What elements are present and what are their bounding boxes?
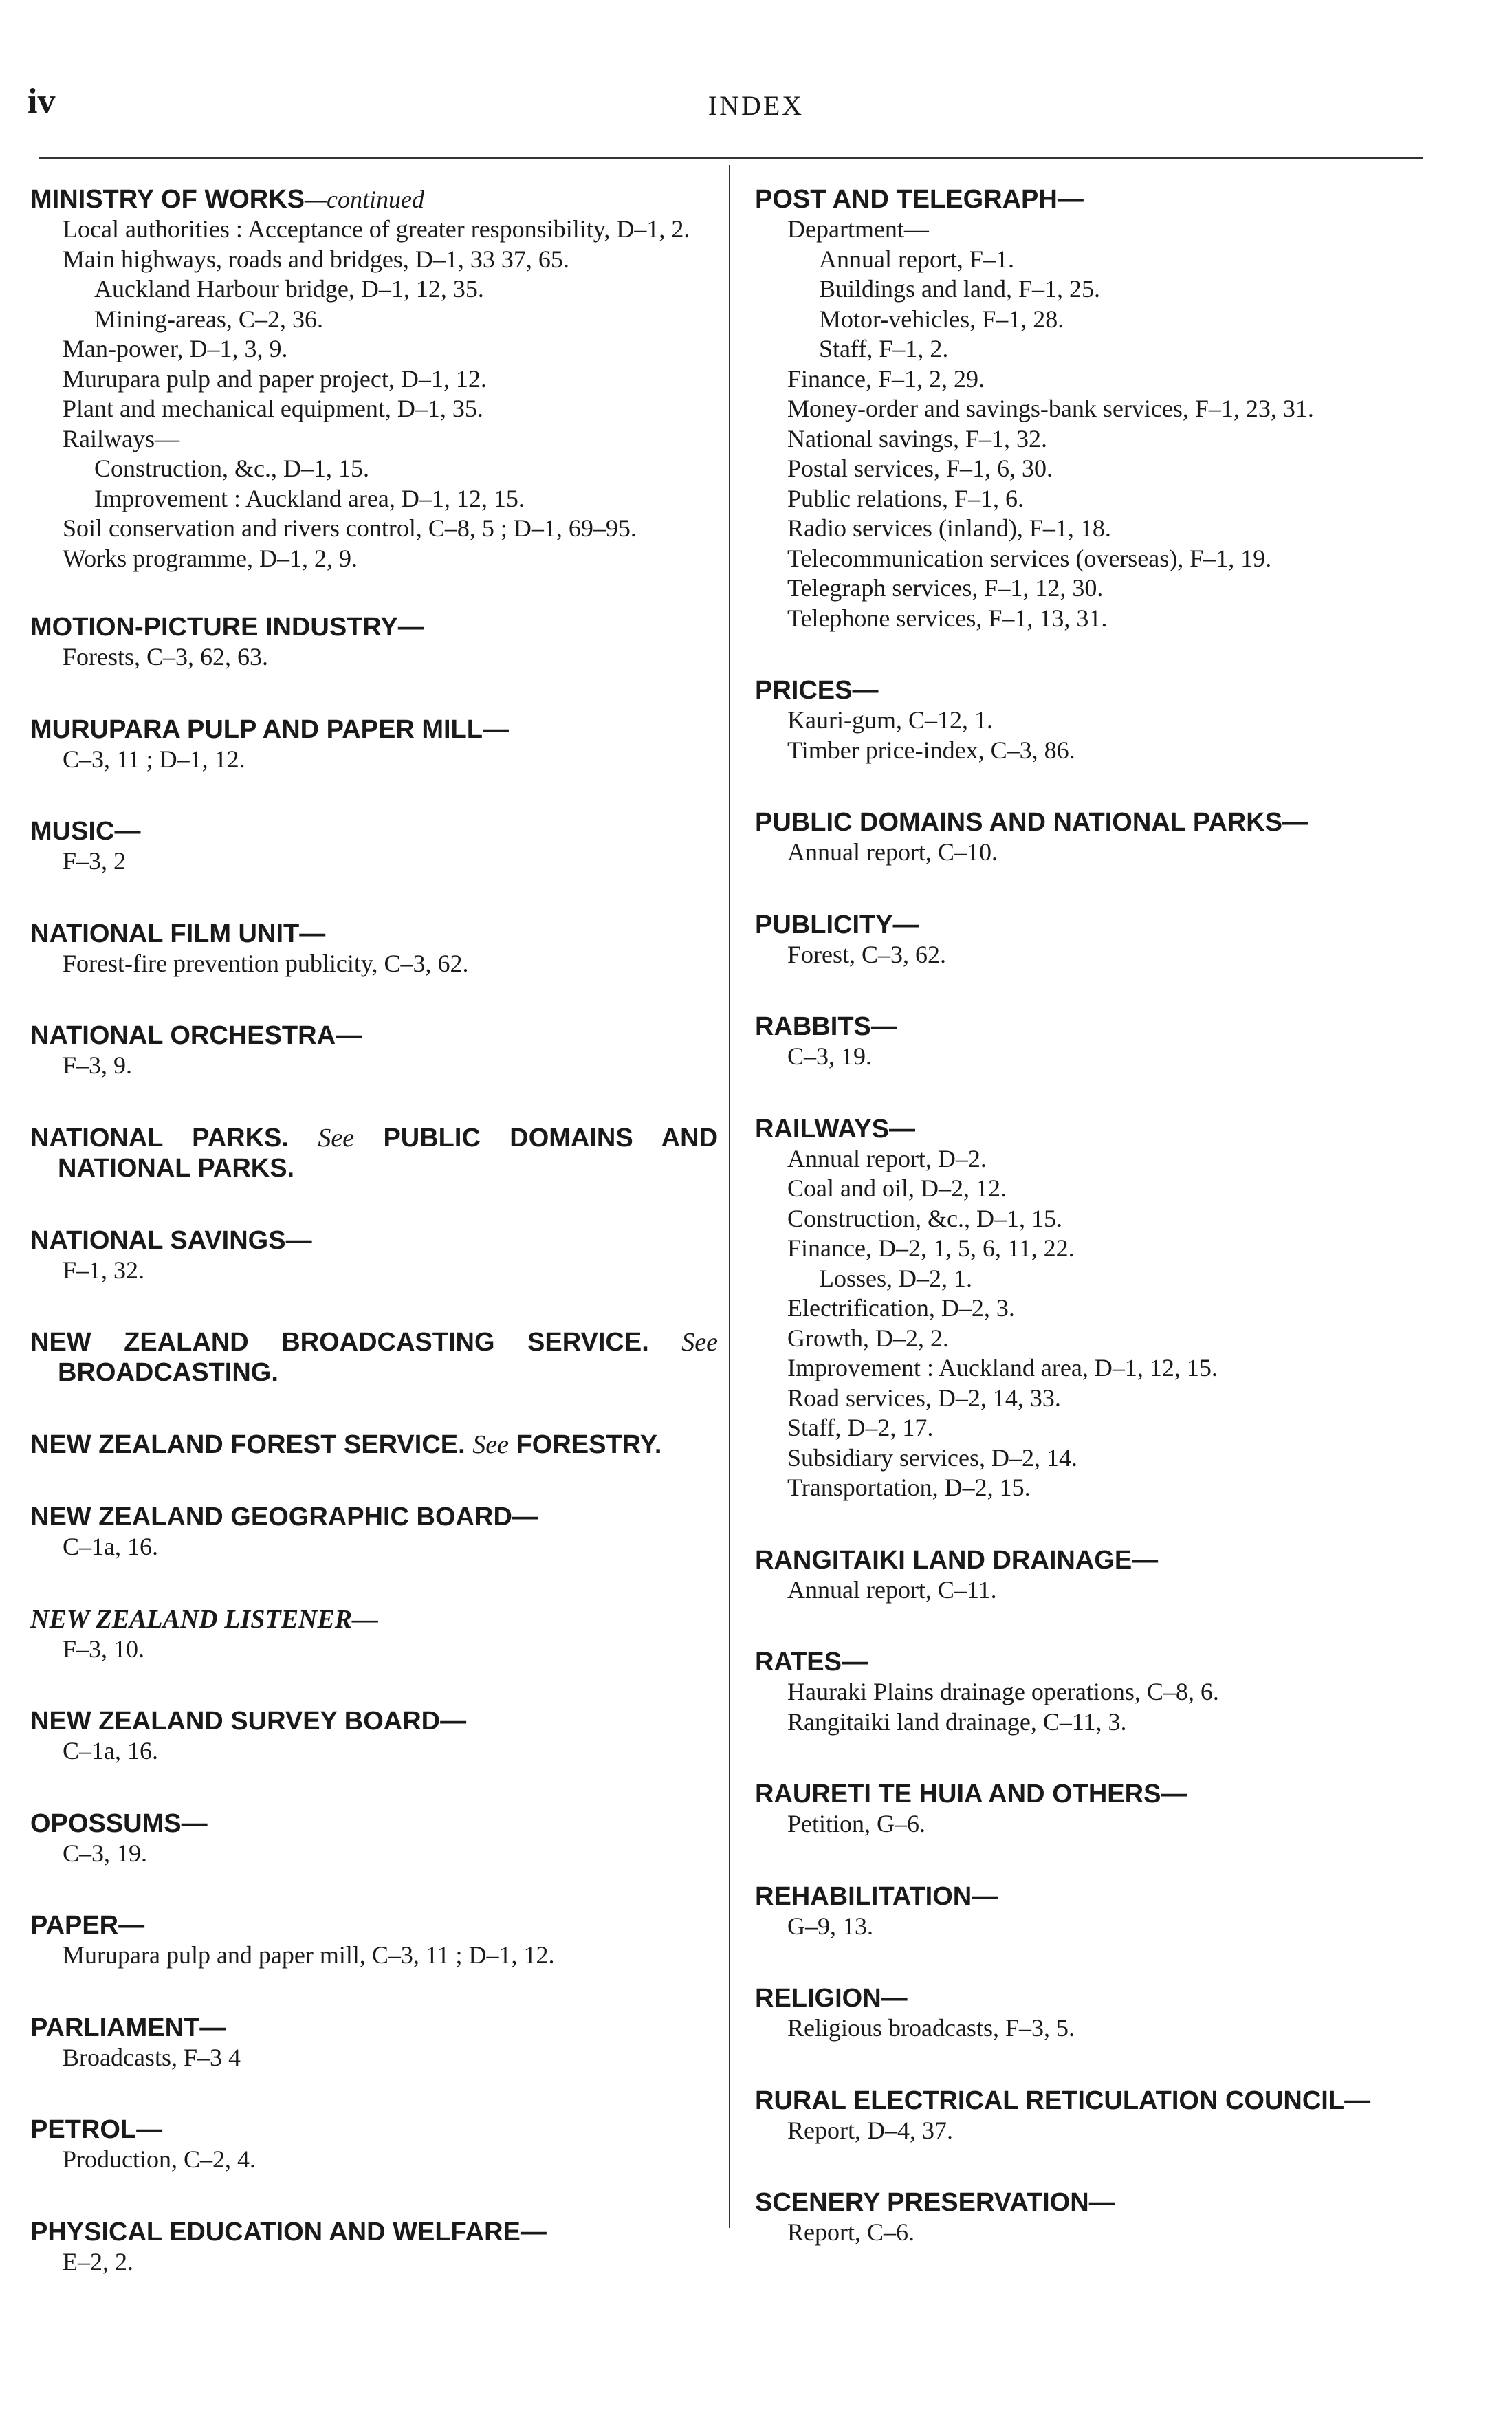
- entry-heading: RANGITAIKI LAND DRAINAGE—: [755, 1545, 1159, 1575]
- index-entry: [755, 675, 1443, 765]
- entry-line: Railways—: [63, 424, 179, 452]
- entry-line: Subsidiary services, D–2, 14.: [787, 1443, 1077, 1472]
- entry-heading: MOTION-PICTURE INDUSTRY—: [30, 613, 424, 642]
- entry-heading: NATIONAL PARKS. See PUBLIC DOMAINS AND NATIONAL PARKS.: [30, 1123, 719, 1183]
- entry-line: Forest, C–3, 62.: [787, 940, 947, 968]
- entry-line: Timber price-index, C–3, 86.: [787, 736, 1075, 764]
- entry-heading: POST AND TELEGRAPH—: [755, 185, 1084, 214]
- column-divider: [729, 165, 730, 2228]
- entry-line: Petition, G–6.: [787, 1810, 926, 1837]
- entry-line: Annual report, F–1.: [819, 245, 1014, 273]
- index-entry: [30, 184, 718, 573]
- entry-heading: PARLIAMENT—: [30, 2013, 226, 2042]
- index-entry: [755, 1545, 1443, 1606]
- header-rule: [39, 157, 1423, 159]
- entry-heading: RELIGION—: [755, 1984, 908, 2013]
- index-entry: [30, 2013, 718, 2073]
- entry-line: Losses, D–2, 1.: [819, 1264, 972, 1292]
- entry-line: Religious broadcasts, F–3, 5.: [787, 2014, 1075, 2042]
- entry-line: Annual report, D–2.: [787, 1144, 987, 1172]
- entry-line: Mining-areas, C–2, 36.: [94, 305, 323, 333]
- index-entry: [30, 2217, 718, 2277]
- right-column: [755, 184, 1443, 2290]
- entry-heading: RATES—: [755, 1648, 868, 1676]
- entry-line: Hauraki Plains drainage operations, C–8, 6.: [787, 1678, 1219, 1705]
- entry-heading: PRICES—: [755, 676, 879, 705]
- entry-line: Construction, &c., D–1, 15.: [94, 455, 369, 482]
- entry-line: Murupara pulp and paper mill, C–3, 11 ; D–1, 12.: [63, 1941, 555, 1969]
- entry-heading: PUBLIC DOMAINS AND NATIONAL PARKS—: [755, 808, 1309, 837]
- index-entry: [755, 2187, 1443, 2248]
- entry-line: Report, D–4, 37.: [787, 2116, 953, 2144]
- entry-line: Broadcasts, F–3 4: [63, 2043, 241, 2071]
- index-entry: [755, 2086, 1443, 2146]
- entry-line: Improvement : Auckland area, D–1, 12, 15.: [787, 1354, 1218, 1381]
- entry-line: Finance, D–2, 1, 5, 6, 11, 22.: [787, 1234, 1075, 1262]
- entry-line: Main highways, roads and bridges, D–1, 33 37, 65.: [63, 245, 569, 273]
- entry-heading: SCENERY PRESERVATION—: [755, 2188, 1115, 2217]
- index-entry: [755, 910, 1443, 970]
- entry-line: C–1a, 16.: [63, 1533, 158, 1560]
- entry-line: Works programme, D–1, 2, 9.: [63, 544, 358, 572]
- entry-heading: NEW ZEALAND GEOGRAPHIC BOARD—: [30, 1502, 538, 1531]
- index-entry: [30, 1910, 718, 1971]
- index-entry: [755, 1647, 1443, 1737]
- entry-heading: MURUPARA PULP AND PAPER MILL—: [30, 714, 509, 744]
- entry-line: Soil conservation and rivers control, C–8, 5 ; D–1, 69–95.: [63, 514, 637, 542]
- index-entry: [30, 919, 718, 979]
- entry-heading: NATIONAL ORCHESTRA—: [30, 1021, 362, 1050]
- index-entry: [30, 1123, 718, 1183]
- entry-line: Kauri-gum, C–12, 1.: [787, 706, 993, 734]
- entry-line: Auckland Harbour bridge, D–1, 12, 35.: [94, 275, 484, 303]
- entry-heading: RAURETI TE HUIA AND OTHERS—: [755, 1780, 1187, 1808]
- entry-line: F–3, 10.: [63, 1635, 145, 1663]
- entry-line: Road services, D–2, 14, 33.: [787, 1384, 1061, 1412]
- entry-line: Staff, D–2, 17.: [787, 1414, 934, 1441]
- entry-line: Construction, &c., D–1, 15.: [787, 1204, 1062, 1232]
- entry-line: Growth, D–2, 2.: [787, 1324, 949, 1352]
- entry-heading: NATIONAL FILM UNIT—: [30, 919, 326, 948]
- entry-line: C–3, 19.: [63, 1839, 148, 1867]
- index-entry: [755, 1779, 1443, 1839]
- index-entry: [755, 184, 1443, 633]
- index-entry: [30, 612, 718, 673]
- entry-line: Department—: [787, 215, 929, 243]
- entry-heading: PUBLICITY—: [755, 910, 919, 939]
- left-column: [30, 184, 718, 2319]
- entry-line: Public relations, F–1, 6.: [787, 484, 1024, 512]
- entry-heading: NEW ZEALAND FOREST SERVICE. See FORESTRY.: [30, 1430, 662, 1459]
- entry-line: Murupara pulp and paper project, D–1, 12.: [63, 364, 487, 393]
- entry-line: E–2, 2.: [63, 2247, 133, 2275]
- index-entry: [30, 1604, 718, 1665]
- entry-line: Radio services (inland), F–1, 18.: [787, 514, 1111, 542]
- entry-line: Staff, F–1, 2.: [819, 335, 949, 362]
- entry-line: Finance, F–1, 2, 29.: [787, 364, 985, 393]
- index-entry: [30, 2115, 718, 2175]
- entry-line: Postal services, F–1, 6, 30.: [787, 455, 1053, 482]
- entry-line: C–1a, 16.: [63, 1737, 158, 1764]
- entry-line: Production, C–2, 4.: [63, 2145, 256, 2173]
- index-entry: [755, 807, 1443, 868]
- entry-line: Report, C–6.: [787, 2218, 914, 2246]
- entry-line: Forests, C–3, 62, 63.: [63, 643, 269, 670]
- entry-line: C–3, 11 ; D–1, 12.: [63, 745, 245, 773]
- index-entry: [755, 1983, 1443, 2044]
- entry-heading: NEW ZEALAND LISTENER—: [30, 1604, 379, 1634]
- entry-line: Plant and mechanical equipment, D–1, 35.: [63, 395, 483, 422]
- index-entry: [30, 1808, 718, 1869]
- entry-heading: NEW ZEALAND SURVEY BOARD—: [30, 1707, 467, 1736]
- entry-heading: OPOSSUMS—: [30, 1808, 208, 1838]
- entry-heading: RURAL ELECTRICAL RETICULATION COUNCIL—: [755, 2086, 1371, 2115]
- index-entry: [30, 1225, 718, 1286]
- entry-heading: MUSIC—: [30, 817, 141, 846]
- entry-line: G–9, 13.: [787, 1912, 873, 1940]
- entry-line: F–3, 2: [63, 847, 127, 875]
- entry-line: Man-power, D–1, 3, 9.: [63, 335, 288, 362]
- entry-line: Buildings and land, F–1, 25.: [819, 275, 1101, 303]
- entry-line: Coal and oil, D–2, 12.: [787, 1174, 1007, 1202]
- index-entry: [755, 1012, 1443, 1072]
- entry-line: F–3, 9.: [63, 1051, 133, 1079]
- entry-heading: PAPER—: [30, 1911, 145, 1940]
- index-entry: [30, 1430, 718, 1460]
- entry-line: Rangitaiki land drainage, C–11, 3.: [787, 1707, 1127, 1736]
- entry-line: Annual report, C–11.: [787, 1575, 997, 1604]
- entry-line: National savings, F–1, 32.: [787, 424, 1047, 452]
- index-entry: [30, 714, 718, 775]
- page-number: iv: [28, 82, 56, 121]
- index-entry: [30, 1706, 718, 1767]
- entry-heading: PETROL—: [30, 2115, 163, 2144]
- index-entry: [30, 1020, 718, 1081]
- entry-heading: RABBITS—: [755, 1012, 897, 1041]
- entry-line: Local authorities : Acceptance of greater responsibility, D–1, 2.: [63, 215, 690, 243]
- entry-line: Improvement : Auckland area, D–1, 12, 15.: [94, 484, 525, 512]
- entry-heading: NATIONAL SAVINGS—: [30, 1225, 312, 1255]
- entry-line: F–1, 32.: [63, 1256, 145, 1284]
- entry-heading: MINISTRY OF WORKS—continued: [30, 185, 424, 214]
- entry-heading: PHYSICAL EDUCATION AND WELFARE—: [30, 2217, 547, 2247]
- entry-line: Telegraph services, F–1, 12, 30.: [787, 574, 1104, 602]
- entry-heading: RAILWAYS—: [755, 1114, 915, 1144]
- entry-line: Annual report, C–10.: [787, 838, 998, 866]
- index-entry: [30, 816, 718, 877]
- entry-heading: REHABILITATION—: [755, 1881, 998, 1911]
- entry-line: Telecommunication services (overseas), F–1, 19.: [787, 544, 1272, 572]
- index-entry: [755, 1881, 1443, 1942]
- running-title: INDEX: [708, 90, 804, 121]
- entry-line: Telephone services, F–1, 13, 31.: [787, 604, 1108, 632]
- index-entry: [755, 1114, 1443, 1503]
- entry-line: Motor-vehicles, F–1, 28.: [819, 305, 1064, 333]
- index-entry: [30, 1327, 718, 1388]
- entry-line: Forest-fire prevention publicity, C–3, 62.: [63, 949, 469, 977]
- entry-heading: NEW ZEALAND BROADCASTING SERVICE. See BROADCASTING.: [30, 1328, 718, 1387]
- entry-line: Electrification, D–2, 3.: [787, 1294, 1015, 1322]
- entry-line: Transportation, D–2, 15.: [787, 1474, 1031, 1501]
- entry-line: C–3, 19.: [787, 1042, 873, 1070]
- entry-line: Money-order and savings-bank services, F–1, 23, 31.: [787, 395, 1314, 422]
- index-entry: [30, 1502, 718, 1562]
